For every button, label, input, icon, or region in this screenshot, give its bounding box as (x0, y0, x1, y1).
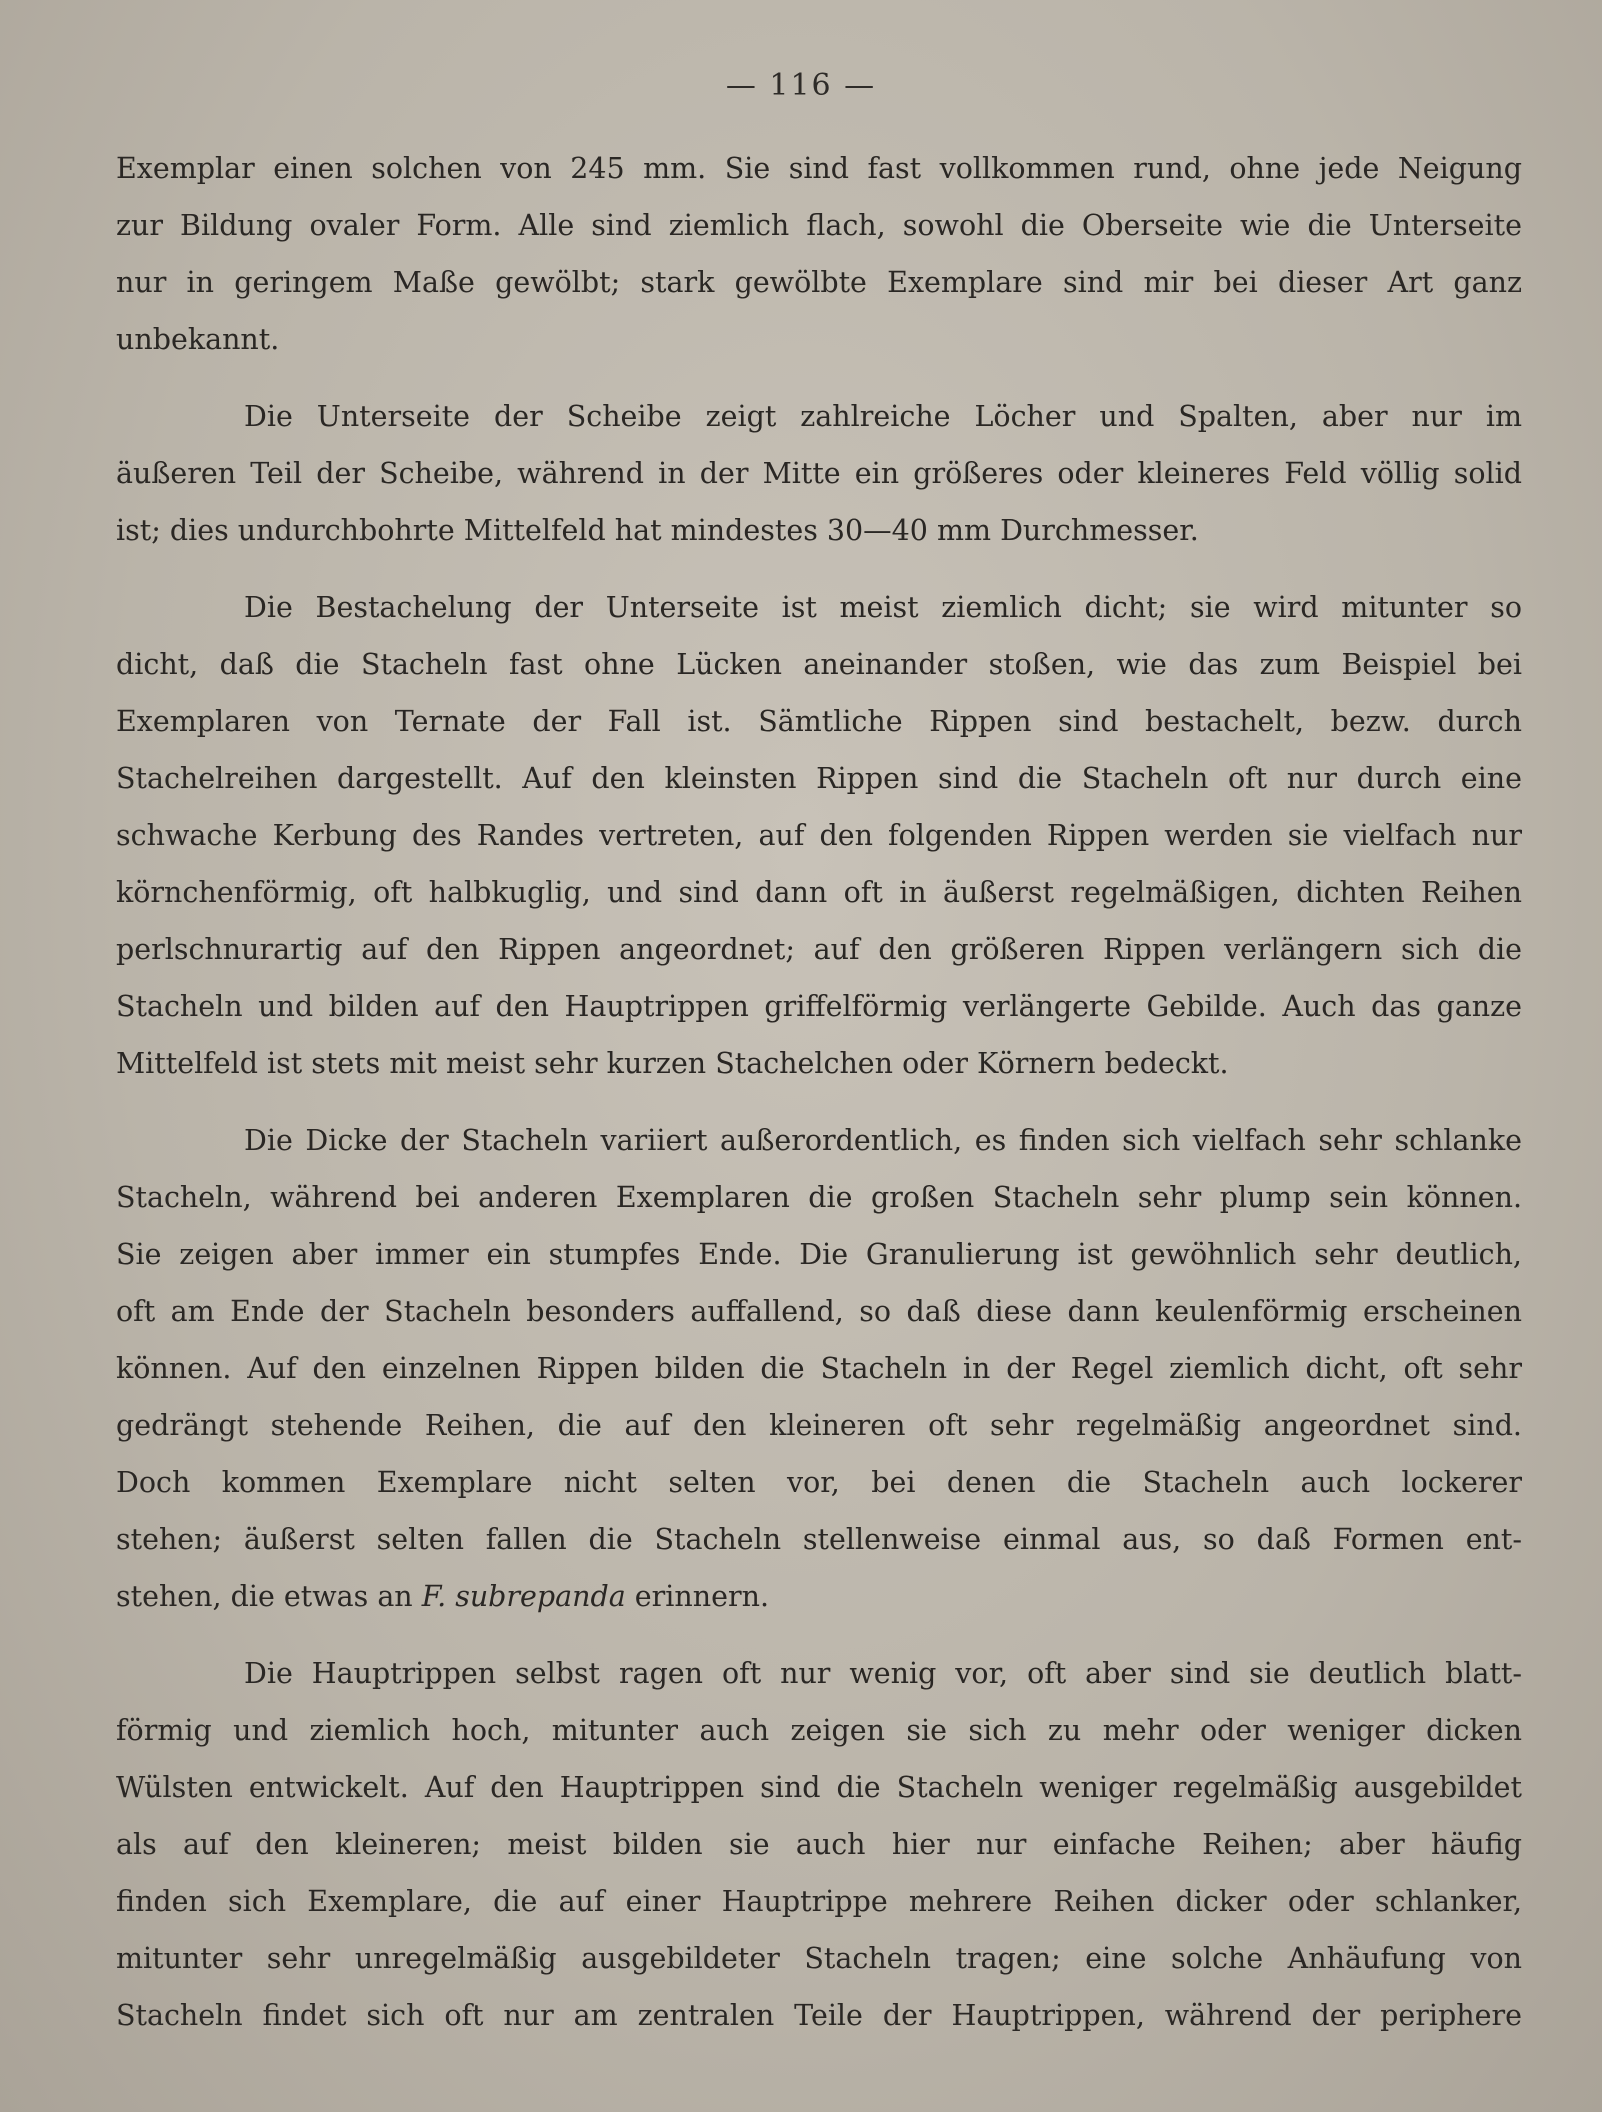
text-line (116, 1568, 1522, 1625)
body-text (116, 140, 1522, 2064)
text-line: Exemplar einen solchen von 245 mm. Sie sind fast vollkommen rund, ohne jede Neigung (116, 152, 1522, 185)
text-line: Stachelreihen dargestellt. Auf den kleinsten Rippen sind die Stacheln oft nur durch eine (116, 762, 1522, 795)
text-line: unbekannt. (116, 323, 280, 356)
text-line: dicht, daß die Stacheln fast ohne Lücken aneinander stoßen, wie das zum Beispiel bei (116, 648, 1522, 681)
paragraph (116, 1112, 1522, 1625)
text-line: Wülsten entwickelt. Auf den Hauptrippen sind die Stacheln weniger regelmäßig ausgebildet (116, 1771, 1522, 1804)
text-line: mitunter sehr unregelmäßig ausgebildeter Stacheln tragen; eine solche Anhäufung von (116, 1942, 1522, 1975)
text-segment: erinnern. (625, 1580, 770, 1613)
page-number: — 116 — (725, 68, 877, 103)
text-line: Stacheln und bilden auf den Hauptrippen griffelförmig verlängerte Gebilde. Auch das ganze (116, 990, 1522, 1023)
species-name: F. subrepanda (421, 1580, 626, 1613)
text-line: finden sich Exemplare, die auf einer Hauptrippe mehrere Reihen dicker oder schlanker, (116, 1885, 1522, 1918)
paragraph (116, 579, 1522, 1092)
text-segment: stehen, die etwas an (116, 1580, 422, 1613)
text-line: Die Hauptrippen selbst ragen oft nur wenig vor, oft aber sind sie deutlich blatt- (244, 1657, 1522, 1690)
paragraph (116, 140, 1522, 368)
text-line: Stacheln, während bei anderen Exemplaren die großen Stacheln sehr plump sein können. (116, 1181, 1522, 1214)
text-line: körnchenförmig, oft halbkuglig, und sind dann oft in äußerst regelmäßigen, dichten Reihen (116, 876, 1522, 909)
text-line: oft am Ende der Stacheln besonders auffallend, so daß diese dann keulenförmig erscheinen (116, 1295, 1522, 1328)
paragraph (116, 1645, 1522, 2044)
text-line: Die Dicke der Stacheln variiert außerordentlich, es finden sich vielfach sehr schlanke (244, 1124, 1522, 1157)
text-line: Exemplaren von Ternate der Fall ist. Sämtliche Rippen sind bestachelt, bezw. durch (116, 705, 1522, 738)
text-line: Sie zeigen aber immer ein stumpfes Ende. Die Granulierung ist gewöhnlich sehr deutlich, (116, 1238, 1522, 1271)
text-line: schwache Kerbung des Randes vertreten, auf den folgenden Rippen werden sie vielfach nur (116, 819, 1522, 852)
text-line: förmig und ziemlich hoch, mitunter auch zeigen sie sich zu mehr oder weniger dicken (116, 1714, 1522, 1747)
text-line: äußeren Teil der Scheibe, während in der Mitte ein größeres oder kleineres Feld völlig solid (116, 457, 1522, 490)
text-line: gedrängt stehende Reihen, die auf den kleineren oft sehr regelmäßig angeordnet sind. (116, 1409, 1522, 1442)
text-line: Die Bestachelung der Unterseite ist meist ziemlich dicht; sie wird mitunter so (244, 591, 1522, 624)
text-line: nur in geringem Maße gewölbt; stark gewölbte Exemplare sind mir bei dieser Art ganz (116, 266, 1522, 299)
text-line: Stacheln findet sich oft nur am zentralen Teile der Hauptrippen, während der periphere (116, 1999, 1522, 2032)
text-line: Die Unterseite der Scheibe zeigt zahlreiche Löcher und Spalten, aber nur im (244, 400, 1522, 433)
text-line: Mittelfeld ist stets mit meist sehr kurzen Stachelchen oder Körnern bedeckt. (116, 1047, 1229, 1080)
text-line: ist; dies undurchbohrte Mittelfeld hat mindestes 30—40 mm Durchmesser. (116, 514, 1199, 547)
paragraph (116, 388, 1522, 559)
text-line: perlschnurartig auf den Rippen angeordnet; auf den größeren Rippen verlängern sich die (116, 933, 1522, 966)
text-line: stehen; äußerst selten fallen die Stacheln stellenweise einmal aus, so daß Formen ent- (116, 1523, 1522, 1556)
text-line: als auf den kleineren; meist bilden sie auch hier nur einfache Reihen; aber häufig (116, 1828, 1522, 1861)
text-line: können. Auf den einzelnen Rippen bilden die Stacheln in der Regel ziemlich dicht, oft sehr (116, 1352, 1522, 1385)
text-line: zur Bildung ovaler Form. Alle sind ziemlich flach, sowohl die Oberseite wie die Unterseite (116, 209, 1522, 242)
text-line: Doch kommen Exemplare nicht selten vor, bei denen die Stacheln auch lockerer (116, 1466, 1522, 1499)
